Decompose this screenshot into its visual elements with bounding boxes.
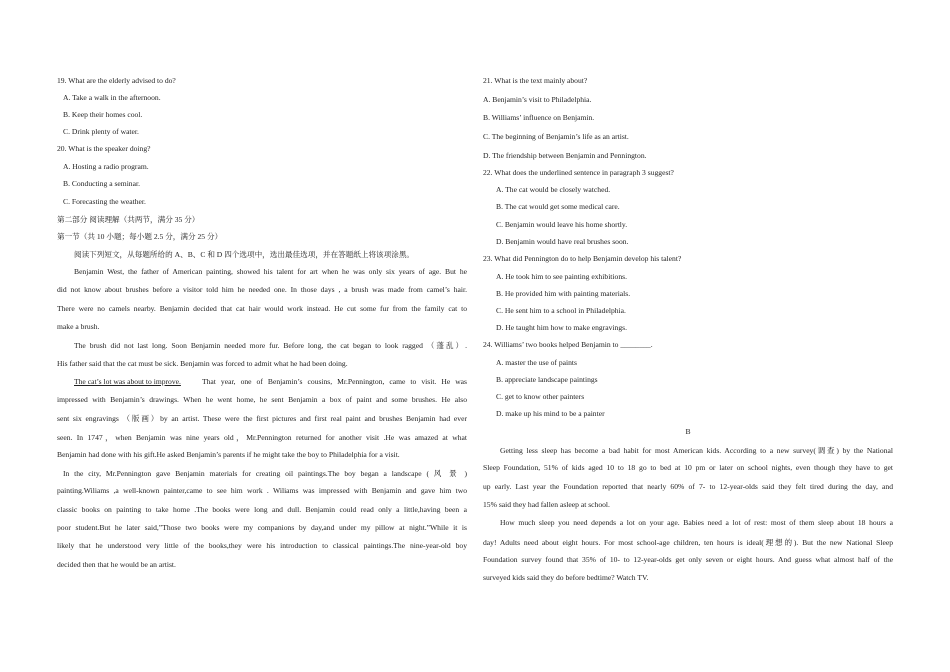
q21-stem: 21. What is the text mainly about?	[483, 76, 588, 85]
passage-a-line: seen. In 1747，when Benjamin was nine years old，Mr.Pennington returned for another visit .He was amazed at what	[57, 433, 467, 442]
passage-b-line: Sleep Foundation, 51% of kids aged 10 to 18 go to bed at 10 pm or later on school nights, even though they have to get	[483, 463, 893, 472]
passage-a-line: impressed with Benjamin’s drawings. When he went home, he sent Benjamin a box of paint and some brushes. He also	[57, 395, 467, 404]
passage-a-line: classic books on painting to take home .The books were long and dull. Benjamin could read only a little,having been a	[57, 505, 467, 514]
passage-a-line: There were no camels nearby. Benjamin decided that cat hair would work instead. He cut some fur from the family cat to	[57, 304, 467, 313]
instruction: 阅读下列短文，从每题所给的 A、B、C 和 D 四个选项中，选出最佳选项，并在答题纸上将该项涂黑。	[74, 250, 415, 259]
q24-option-b: B. appreciate landscape paintings	[496, 375, 598, 384]
passage-a-line: painting.Wiliams ,a well-known painter,came to see him work . Wiliams was impressed with Benjamin and gave him two	[57, 486, 467, 495]
q24-option-c: C. get to know other painters	[496, 392, 585, 401]
q19-option-b: B. Keep their homes cool.	[63, 110, 143, 119]
passage-a-line: poor student.But he later said,”Those two books were my companions by day,and under my pillow at night.”While it is	[57, 523, 467, 532]
passage-a-line: Benjamin West, the father of American painting, showed his talent for art when he was only six years of age. But he	[74, 267, 467, 276]
passage-b-line: surveyed kids said they do before bedtime? Watch TV.	[483, 573, 649, 582]
q21-option-b: B. Williams’ influence on Benjamin.	[483, 113, 595, 122]
passage-a-line: The brush did not last long. Soon Benjamin needed more fur. Before long, the cat began to look ragged （蓬乱）.	[74, 341, 467, 350]
q20-option-c: C. Forecasting the weather.	[63, 197, 146, 206]
passage-a-line: That year, one of Benjamin’s cousins, Mr.Pennington, came to visit. He was	[202, 377, 467, 386]
passage-b-line: Foundation survey found that 35% of 10- to 12-year-olds get only seven or eight hours. And guess what almost half of the	[483, 555, 893, 564]
passage-a-line: His father said that the cat must be sick. Benjamin was forced to admit what he had been doing.	[57, 359, 348, 368]
q21-option-a: A. Benjamin’s visit to Philadelphia.	[483, 95, 592, 104]
passage-b-line: up early. Last year the Foundation reported that nearly 60% of 7- to 12-year-olds said they felt tired during the day, and	[483, 482, 893, 491]
q23-option-c: C. He sent him to a school in Philadelphia.	[496, 306, 626, 315]
passage-b-line: Getting less sleep has become a bad habit for most American kids. According to a new survey(调查) by the National	[500, 446, 893, 455]
q24-option-d: D. make up his mind to be a painter	[496, 409, 605, 418]
passage-a-line: decided then that he would be an artist.	[57, 560, 176, 569]
passage-a-line: likely that he understood very little of the books,they were his introduction to classical paintings.The nine-year-old boy	[57, 541, 467, 550]
q22-option-c: C. Benjamin would leave his home shortly.	[496, 220, 628, 229]
q24-stem: 24. Williams’ two books helped Benjamin to ________.	[483, 340, 653, 349]
q22-option-a: A. The cat would be closely watched.	[496, 185, 611, 194]
q19-option-c: C. Drink plenty of water.	[63, 127, 139, 136]
section1-heading: 第一节（共 10 小题；每小题 2.5 分，满分 25 分）	[57, 232, 223, 241]
q20-option-a: A. Hosting a radio program.	[63, 162, 149, 171]
passage-b-line: 15% said they had fallen asleep at school.	[483, 500, 610, 509]
passage-a-line: make a brush.	[57, 322, 100, 331]
passage-a-line: sent six engravings （版画）by an artist. These were the first pictures and first real paint and brushes Benjamin had ever	[57, 414, 467, 423]
q21-option-c: C. The beginning of Benjamin’s life as an artist.	[483, 132, 629, 141]
q20-stem: 20. What is the speaker doing?	[57, 144, 151, 153]
q23-option-d: D. He taught him how to make engravings.	[496, 323, 627, 332]
q22-option-b: B. The cat would get some medical care.	[496, 202, 620, 211]
passage-a-line: did not know about brushes before a visitor told him he needed one. In those days , a brush was made from camel’s hair.	[57, 285, 467, 294]
section-b-heading: B	[685, 427, 691, 436]
q23-option-a: A. He took him to see painting exhibitions.	[496, 272, 627, 281]
q24-option-a: A. master the use of paints	[496, 358, 577, 367]
q22-stem: 22. What does the underlined sentence in paragraph 3 suggest?	[483, 168, 674, 177]
q20-option-b: B. Conducting a seminar.	[63, 179, 140, 188]
q23-option-b: B. He provided him with painting materials.	[496, 289, 631, 298]
passage-b-line: How much sleep you need depends a lot on your age. Babies need a lot of rest: most of them sleep about 18 hours a	[500, 518, 893, 527]
passage-a-line: In the city, Mr.Pennington gave Benjamin materials for creating oil paintings.The boy began a landscape ( 风 景 )	[63, 469, 467, 478]
q19-stem: 19. What are the elderly advised to do?	[57, 76, 176, 85]
part2-heading: 第二部分 阅读理解（共两节，满分 35 分）	[57, 215, 200, 224]
q22-option-d: D. Benjamin would have real brushes soon.	[496, 237, 629, 246]
q19-option-a: A. Take a walk in the afternoon.	[63, 93, 161, 102]
passage-a-line: Benjamin had done with his gift.He asked Benjamin’s parents if he might take the boy to Philadelphia for a visit.	[57, 450, 400, 459]
underlined-sentence: The cat’s lot was about to improve.	[74, 377, 181, 386]
q21-option-d: D. The friendship between Benjamin and Pennington.	[483, 151, 647, 160]
q23-stem: 23. What did Pennington do to help Benjamin develop his talent?	[483, 254, 682, 263]
passage-b-line: day! Adults need about eight hours. For most school-age children, ten hours is ideal(理想的). But the new National Sleep	[483, 538, 893, 547]
